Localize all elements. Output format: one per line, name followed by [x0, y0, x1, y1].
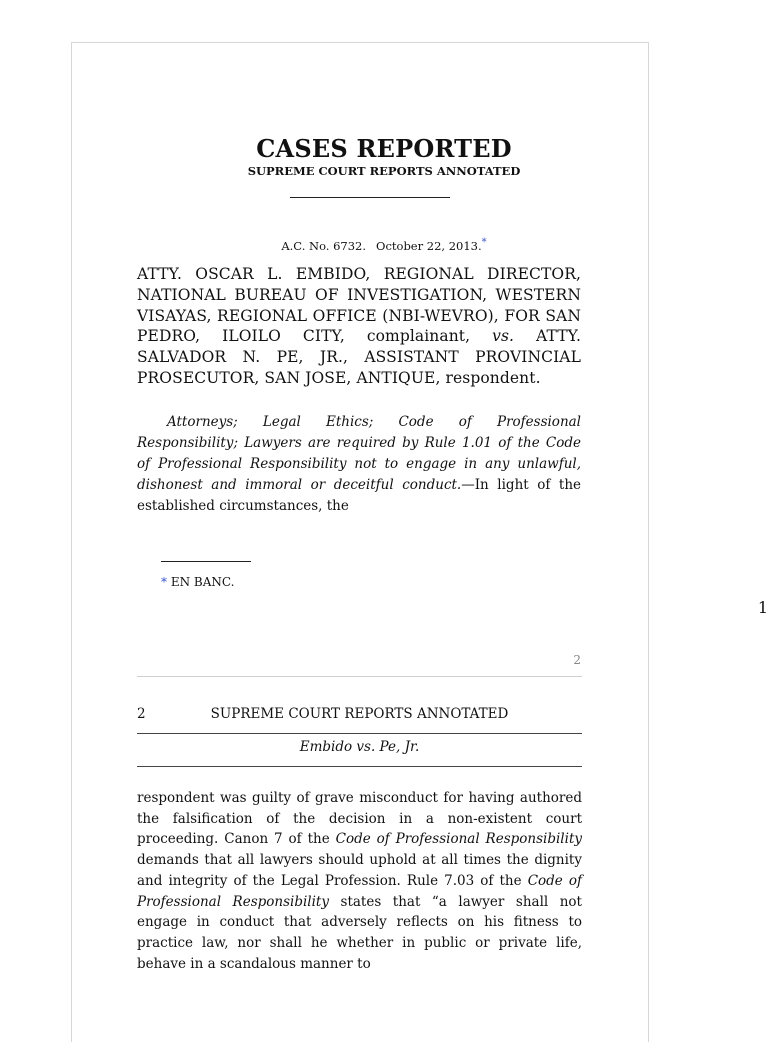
body-paragraph [137, 788, 582, 974]
case-parties [137, 264, 581, 389]
parties-respondent: ATTY. SALVADOR N. PE, JR., ASSISTANT PROVINCIAL PROSECUTOR, SAN JOSE, ANTIQUE, respondent. [137, 327, 582, 387]
footnote-divider [161, 561, 251, 562]
page-number: 1 [757, 598, 768, 617]
case-short-title: Embido vs. Pe, Jr. [299, 739, 420, 755]
footnote-reference-link[interactable]: * [481, 237, 487, 248]
footnote [161, 575, 234, 589]
viewer-page-marker: 2 [573, 653, 581, 667]
syllabus-paragraph [137, 412, 581, 517]
syllabus-text: —In light of the established circumstances, the [137, 477, 581, 514]
case-date: October 22, 2013. [376, 238, 482, 253]
running-head-rule-top [137, 733, 582, 734]
body-text-3: states that “a lawyer shall not engage in conduct that adversely reflects on his fitness to practice law, nor shall he whether in public or private life, behave in a scandalous manner to [137, 893, 582, 972]
footnote-text: EN BANC. [170, 575, 235, 589]
syllabus-keywords: Attorneys; Legal Ethics; Code of Professional Responsibility; Lawyers are required by Rule 1.01 of the Code of Professional Responsibility not to engage in any unlawful, dishonest and immoral or deceitful conduct. [137, 414, 581, 493]
versus-label: vs. [492, 327, 515, 346]
publication-subtitle: SUPREME COURT REPORTS ANNOTATED [247, 164, 521, 178]
page-title: CASES REPORTED [256, 134, 512, 163]
parties-complainant: ATTY. OSCAR L. EMBIDO, REGIONAL DIRECTOR, NATIONAL BUREAU OF INVESTIGATION, WESTERN VISAYAS, REGIONAL OFFICE (NBI-WEVRO), FOR SAN PEDRO, ILOILO CITY, complainant, [137, 265, 581, 346]
body-text-2: demands that all lawyers should uphold at all times the dignity and integrity of the Legal Profession. Rule 7.03 of the [137, 852, 582, 889]
case-number-line [0, 237, 768, 253]
running-head-page-number: 2 [137, 706, 146, 722]
running-head-rule-bottom [137, 766, 582, 767]
body-text-1: respondent was guilty of grave misconduct for having authored the falsification of the decision in a non-existent court proceeding. Canon 7 of the [137, 790, 582, 848]
running-head-title: SUPREME COURT REPORTS ANNOTATED [210, 706, 509, 722]
body-italic-2: Code of Professional Responsibility [137, 872, 582, 910]
body-italic-1: Code of Professional Responsibility [335, 831, 582, 848]
page-break-divider [137, 676, 582, 677]
case-number: A.C. No. 6732. [281, 238, 367, 253]
footnote-marker: * [161, 575, 167, 589]
title-divider [290, 197, 450, 198]
